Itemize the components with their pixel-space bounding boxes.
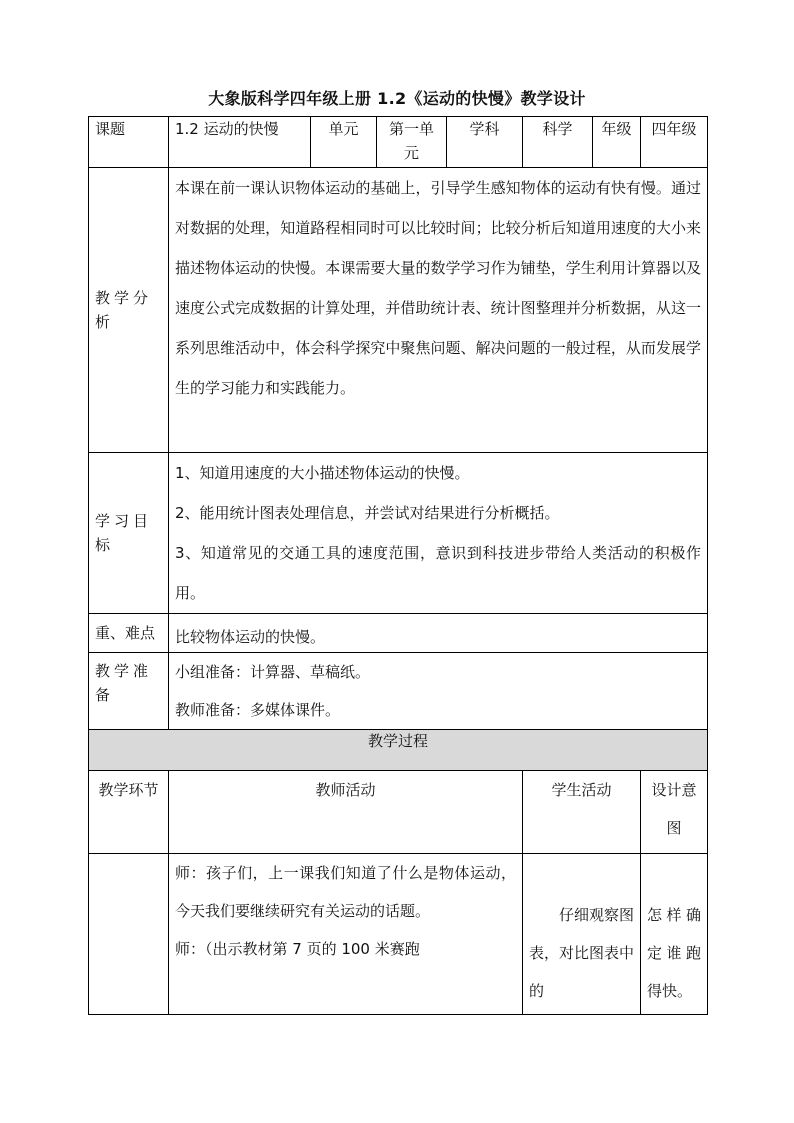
process-section-row xyxy=(89,730,708,771)
design-intent-header: 设计意图 xyxy=(641,771,708,854)
objective-item: 3、知道常见的交通工具的速度范围，意识到科技进步带给人类活动的积极作用。 xyxy=(175,544,701,602)
document-title: 大象版科学四年级上册 1.2《运动的快慢》教学设计 xyxy=(208,89,586,108)
key-points-label: 重、难点 xyxy=(89,614,169,653)
grade-value: 四年级 xyxy=(641,117,708,168)
process-section-title: 教学过程 xyxy=(89,730,708,771)
teacher-activity-header: 教师活动 xyxy=(169,771,523,854)
lesson-plan-table xyxy=(88,116,708,1015)
key-points-text: 比较物体运动的快慢。 xyxy=(169,614,708,653)
analysis-row xyxy=(89,168,708,453)
preparation-row xyxy=(89,653,708,730)
stage-cell xyxy=(89,854,169,1015)
objectives-label: 学习目标 xyxy=(89,453,169,614)
design-intent-cell xyxy=(641,854,708,1015)
topic-value: 1.2 运动的快慢 xyxy=(169,117,311,168)
header-row xyxy=(89,117,708,168)
group-preparation: 小组准备：计算器、草稿纸。 xyxy=(175,663,371,681)
objectives-list xyxy=(169,453,708,614)
objective-item: 1、知道用速度的大小描述物体运动的快慢。 xyxy=(175,464,470,482)
teacher-preparation: 教师准备：多媒体课件。 xyxy=(175,701,341,719)
objectives-row xyxy=(89,453,708,614)
design-intent-text: 怎样确定谁跑得快。 xyxy=(647,906,701,1000)
student-activity-text: 仔细观察图表，对比图表中的 xyxy=(529,906,635,1000)
analysis-text: 本课在前一课认识物体运动的基础上，引导学生感知物体的运动有快有慢。通过对数据的处理，知道路程相同时可以比较时间；比较分析后知道用速度的大小来描述物体运动的快慢。本课需要大量的数学学习作为铺垫，学生利用计算器以及速度公式完成数据的计算处理，并借助统计表、统计图整理并分析数据，从这一系列思维活动中，体会科学探究中聚焦问题、解决问题的一般过程，从而发展学生的学习能力和实践能力。 xyxy=(169,168,708,453)
unit-value: 第一单元 xyxy=(377,117,447,168)
unit-label: 单元 xyxy=(311,117,377,168)
analysis-label: 教学分析 xyxy=(89,168,169,453)
preparation-content xyxy=(169,653,708,730)
teacher-activity-paragraph: 师：（出示教材第 7 页的 100 米赛跑 xyxy=(175,940,420,958)
student-activity-header: 学生活动 xyxy=(523,771,641,854)
process-header-row xyxy=(89,771,708,854)
student-activity-cell xyxy=(523,854,641,1015)
preparation-label: 教学准备 xyxy=(89,653,169,730)
key-points-row xyxy=(89,614,708,653)
subject-label: 学科 xyxy=(447,117,523,168)
grade-label: 年级 xyxy=(593,117,641,168)
subject-value: 科学 xyxy=(523,117,593,168)
teacher-activity-cell xyxy=(169,854,523,1015)
topic-label: 课题 xyxy=(89,117,169,168)
process-row xyxy=(89,854,708,1015)
stage-header: 教学环节 xyxy=(89,771,169,854)
teacher-activity-paragraph: 师：孩子们，上一课我们知道了什么是物体运动，今天我们要继续研究有关运动的话题。 xyxy=(175,864,516,920)
objective-item: 2、能用统计图表处理信息，并尝试对结果进行分析概括。 xyxy=(175,504,560,522)
